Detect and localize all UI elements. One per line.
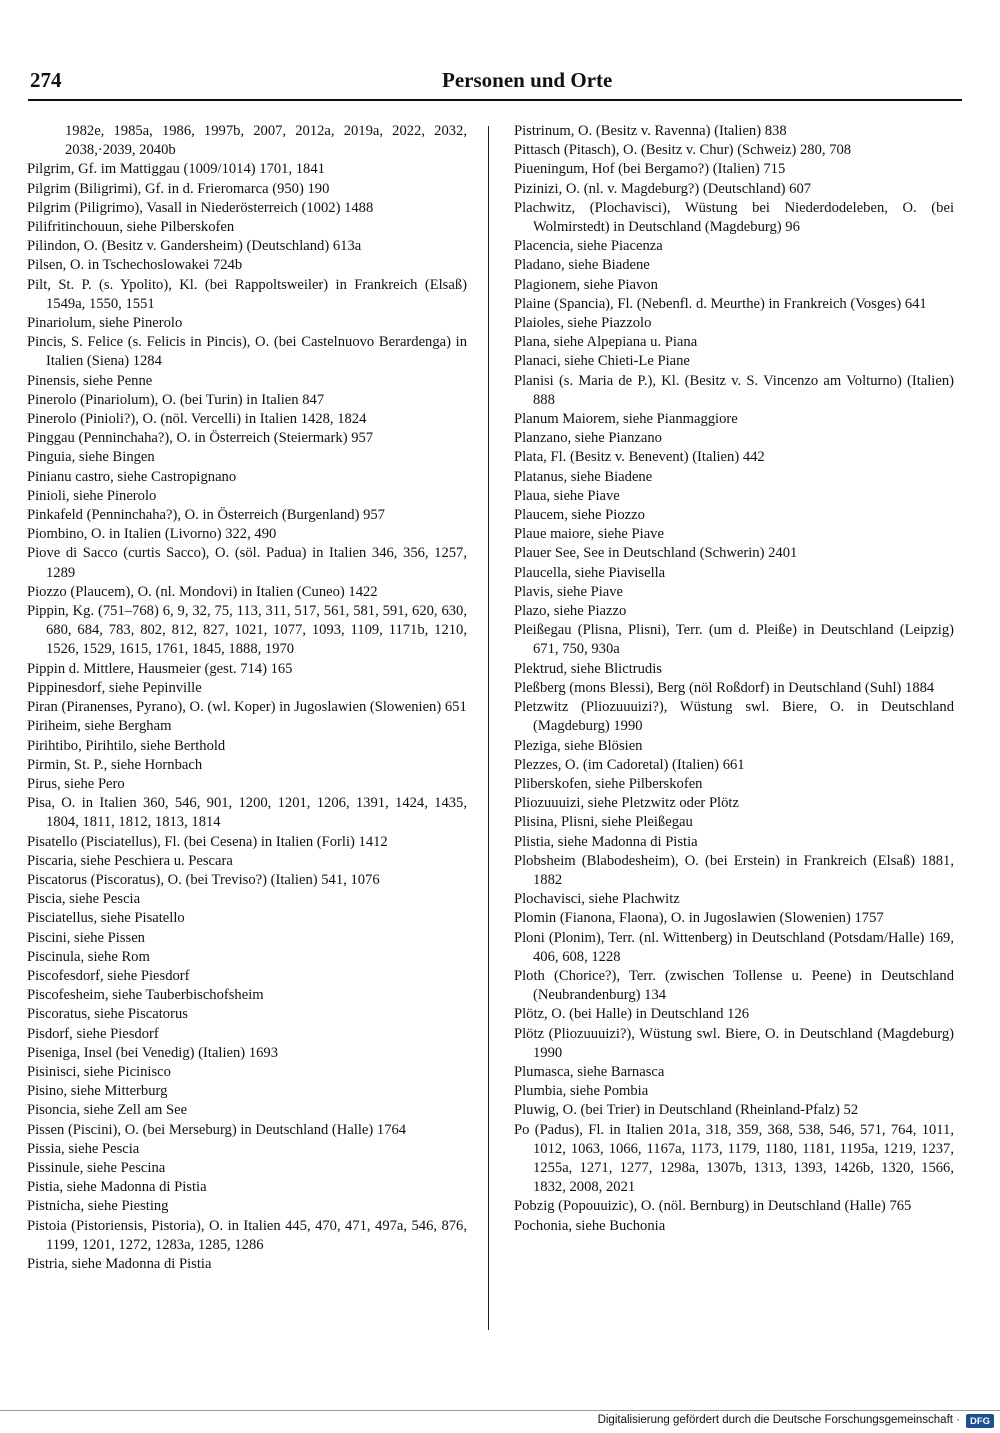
index-entry: Pistrinum, O. (Besitz v. Ravenna) (Italien) 838 — [514, 123, 787, 139]
index-entry: Pincis, S. Felice (s. Felicis in Pincis), O. (bei Castelnuovo Berardenga) in Italien (Siena) 1284 — [27, 334, 467, 370]
index-entry: Pisdorf, siehe Piesdorf — [27, 1025, 159, 1042]
index-column-right — [514, 122, 954, 1236]
index-entry: Pisa, O. in Italien 360, 546, 901, 1200, 1201, 1206, 1391, 1424, 1435, 1804, 1811, 1812, 1813, 1814 — [27, 795, 467, 831]
index-entry: Pinariolum, siehe Pinerolo — [27, 315, 183, 332]
index-entry: Pliozuuuizi, siehe Pletzwitz oder Plötz — [514, 795, 739, 812]
column-divider — [488, 126, 489, 1330]
page-header — [30, 68, 962, 98]
index-entry: Pistnicha, siehe Piesting — [27, 1198, 169, 1215]
index-entry: Pissen (Piscini), O. (bei Merseburg) in Deutschland (Halle) 1764 — [27, 1121, 407, 1138]
index-entry: Pinggau (Penninchaha?), O. in Österreich (Steiermark) 957 — [27, 430, 374, 447]
index-entry: Plazo, siehe Piazzo — [514, 603, 627, 620]
index-entry: Piscoratus, siehe Piscatorus — [27, 1006, 188, 1023]
index-entry: Planzano, siehe Pianzano — [514, 430, 662, 447]
index-entry: Plistia, siehe Madonna di Pistia — [514, 833, 698, 850]
footer-bar — [0, 1410, 1000, 1433]
index-entry: Pinioli, siehe Pinerolo — [27, 487, 157, 504]
index-entry: Po (Padus), Fl. in Italien 201a, 318, 359, 368, 538, 546, 571, 764, 1011, 1012, 1063, 1066, 1167a, 1173, 1179, 1180, 1181, 1195a, 1219, 1237, 1255a, 1271, 1277, 1298a, 1307b, 1313, 1393, 1426b, 1320, 1566, 1832, 2008, 2021 — [514, 1121, 954, 1196]
index-entry: Pletzwitz (Pliozuuuizi?), Wüstung swl. Biere, O. in Deutschland (Magdeburg) 1990 — [514, 699, 954, 735]
index-entry: Placencia, siehe Piacenza — [514, 238, 663, 255]
index-entry: Pilgrim (Piligrimo), Vasall in Niederösterreich (1002) 1488 — [27, 199, 374, 216]
index-entry: Pleßberg (mons Blessi), Berg (nöl Roßdorf) in Deutschland (Suhl) 1884 — [514, 679, 935, 696]
index-entry: Piueningum, Hof (bei Bergamo?) (Italien) 715 — [514, 161, 786, 178]
index-entry: Pilt, St. P. (s. Ypolito), Kl. (bei Rappoltsweiler) in Frankreich (Elsaß) 1549a, 1550, 1551 — [27, 276, 467, 312]
index-entry: Piscia, siehe Pescia — [27, 891, 141, 908]
index-entry: Plisina, Plisni, siehe Pleißegau — [514, 814, 693, 831]
index-entry: Plaue maiore, siehe Piave — [514, 526, 664, 543]
index-entry: Piscinula, siehe Rom — [27, 948, 150, 965]
index-entry: Pisciatellus, siehe Pisatello — [27, 910, 185, 927]
index-entry: Piscaria, siehe Peschiera u. Pescara — [27, 852, 233, 869]
index-entry: Pleziga, siehe Blösien — [514, 737, 643, 754]
index-entry: Pobzig (Popouuizic), O. (nöl. Bernburg) in Deutschland (Halle) 765 — [514, 1198, 912, 1215]
index-entry: Plobsheim (Blabodesheim), O. (bei Erstein) in Frankreich (Elsaß) 1881, 1882 — [514, 852, 954, 888]
index-entry: Piriheim, siehe Bergham — [27, 718, 172, 735]
index-entry: Pizinizi, O. (nl. v. Magdeburg?) (Deutschland) 607 — [514, 180, 812, 197]
index-entry: Pilifritinchouun, siehe Pilberskofen — [27, 219, 235, 236]
index-entry: Piseniga, Insel (bei Venedig) (Italien) 1693 — [27, 1044, 279, 1061]
index-entry: Plumasca, siehe Barnasca — [514, 1063, 665, 1080]
index-entry: Platanus, siehe Biadene — [514, 468, 653, 485]
index-entry: Pippin, Kg. (751–768) 6, 9, 32, 75, 113, 311, 517, 561, 581, 591, 620, 630, 680, 684, 783, 802, 812, 827, 1021, 1077, 1093, 1109, 1171b, 1210, 1526, 1529, 1615, 1761, 1845, 1888, 1970 — [27, 603, 467, 658]
index-entry: Pistoia (Pistoriensis, Pistoria), O. in Italien 445, 470, 471, 497a, 546, 876, 1199, 1201, 1272, 1283a, 1285, 1286 — [27, 1217, 467, 1253]
index-entry: Plumbia, siehe Pombia — [514, 1083, 649, 1100]
index-entry: Plötz (Pliozuuuizi?), Wüstung swl. Biere, O. in Deutschland (Magdeburg) 1990 — [514, 1025, 954, 1061]
index-entry: Pirus, siehe Pero — [27, 775, 125, 792]
index-entry: Piscini, siehe Pissen — [27, 929, 145, 946]
index-entry: Pinerolo (Pinariolum), O. (bei Turin) in Italien 847 — [27, 391, 325, 408]
index-entry: Planisi (s. Maria de P.), Kl. (Besitz v. S. Vincenzo am Volturno) (Italien) 888 — [514, 372, 954, 408]
index-entry: Piscatorus (Piscoratus), O. (bei Treviso?) (Italien) 541, 1076 — [27, 871, 380, 888]
footer-credit: Digitalisierung gefördert durch die Deutsche Forschungsgemeinschaft · — [597, 1414, 960, 1426]
index-entry: Pladano, siehe Biadene — [514, 257, 650, 274]
index-entry: Pinkafeld (Penninchaha?), O. in Österreich (Burgenland) 957 — [27, 507, 385, 524]
index-entry: Pisatello (Pisciatellus), Fl. (bei Cesena) in Italien (Forli) 1412 — [27, 833, 388, 850]
index-entry: Piscofesdorf, siehe Piesdorf — [27, 967, 190, 984]
index-entry: 1982e, 1985a, 1986, 1997b, 2007, 2012a, 2019a, 2022, 2032, 2038,·2039, 2040b — [65, 123, 467, 159]
index-entry: Pilindon, O. (Besitz v. Gandersheim) (Deutschland) 613a — [27, 238, 362, 255]
index-entry: Pirihtibo, Pirihtilo, siehe Berthold — [27, 737, 226, 754]
index-entry: Plezzes, O. (im Cadoretal) (Italien) 661 — [514, 756, 745, 773]
index-entry: Plomin (Fianona, Flaona), O. in Jugoslawien (Slowenien) 1757 — [514, 910, 884, 927]
index-entry: Pliberskofen, siehe Pilberskofen — [514, 775, 703, 792]
index-entry: Plektrud, siehe Blictrudis — [514, 660, 662, 677]
index-entry: Pisoncia, siehe Zell am See — [27, 1102, 188, 1119]
index-entry: Piove di Sacco (curtis Sacco), O. (söl. Padua) in Italien 346, 356, 1257, 1289 — [27, 545, 467, 581]
index-entry: Pilgrim (Biligrimi), Gf. in d. Frieromarca (950) 190 — [27, 180, 330, 197]
index-entry: Pistia, siehe Madonna di Pistia — [27, 1179, 207, 1196]
index-entry: Pinianu castro, siehe Castropignano — [27, 468, 237, 485]
index-entry: Piozzo (Plaucem), O. (nl. Mondovi) in Italien (Cuneo) 1422 — [27, 583, 378, 600]
index-entry: Ploni (Plonim), Terr. (nl. Wittenberg) in Deutschland (Potsdam/Halle) 169, 406, 608, 1228 — [514, 929, 954, 965]
index-entry: Plavis, siehe Piave — [514, 583, 624, 600]
running-title: Personen und Orte — [442, 68, 613, 92]
index-entry: Pinerolo (Pinioli?), O. (nöl. Vercelli) in Italien 1428, 1824 — [27, 411, 367, 428]
index-entry: Pirmin, St. P., siehe Hornbach — [27, 756, 203, 773]
index-entry: Pissinule, siehe Pescina — [27, 1159, 166, 1176]
index-entry: Pilgrim, Gf. im Mattiggau (1009/1014) 1701, 1841 — [27, 161, 325, 178]
index-entry: Pochonia, siehe Buchonia — [514, 1217, 666, 1234]
index-entry: Piscofesheim, siehe Tauberbischofsheim — [27, 987, 264, 1004]
index-entry: Pinguia, siehe Bingen — [27, 449, 155, 466]
index-entry: Plochavisci, siehe Plachwitz — [514, 891, 680, 908]
index-entry: Plauer See, See in Deutschland (Schwerin) 2401 — [514, 545, 798, 562]
index-entry: Plaua, siehe Piave — [514, 487, 620, 504]
index-entry: Plaioles, siehe Piazzolo — [514, 315, 652, 332]
index-entry: Plachwitz, (Plochavisci), Wüstung bei Niederdodeleben, O. (bei Wolmirstedt) in Deutschland (Magdeburg) 96 — [514, 199, 954, 236]
index-entry: Ploth (Chorice?), Terr. (zwischen Tollense u. Peene) in Deutschland (Neubrandenburg) 134 — [514, 967, 954, 1004]
index-entry: Pissia, siehe Pescia — [27, 1140, 140, 1157]
index-entry: Plaine (Spancia), Fl. (Nebenfl. d. Meurthe) in Frankreich (Vosges) 641 — [514, 295, 927, 312]
index-entry: Plagionem, siehe Piavon — [514, 276, 658, 293]
index-entry: Pinensis, siehe Penne — [27, 372, 153, 389]
index-entry: Piran (Piranenses, Pyrano), O. (wl. Koper) in Jugoslawien (Slowenien) 651 — [27, 699, 467, 716]
index-entry: Plaucem, siehe Piozzo — [514, 507, 645, 524]
index-entry: Pleißegau (Plisna, Plisni), Terr. (um d. Pleiße) in Deutschland (Leipzig) 671, 750, 930a — [514, 622, 954, 658]
index-column-left — [27, 122, 467, 1274]
index-entry: Planaci, siehe Chieti-Le Piane — [514, 353, 690, 370]
index-entry: Plata, Fl. (Besitz v. Benevent) (Italien) 442 — [514, 449, 765, 466]
index-entry: Plana, siehe Alpepiana u. Piana — [514, 334, 698, 351]
dfg-logo-icon: DFG — [966, 1414, 994, 1428]
footer-rule — [0, 1410, 1000, 1411]
index-entry: Pilsen, O. in Tschechoslowakei 724b — [27, 257, 243, 274]
index-entry: Planum Maiorem, siehe Pianmaggiore — [514, 411, 738, 428]
index-entry: Pisino, siehe Mitterburg — [27, 1083, 168, 1100]
index-entry: Pistria, siehe Madonna di Pistia — [27, 1255, 212, 1272]
index-entry: Plaucella, siehe Piavisella — [514, 564, 666, 581]
index-entry: Pippin d. Mittlere, Hausmeier (gest. 714) 165 — [27, 660, 293, 677]
index-entry: Pisinisci, siehe Picinisco — [27, 1063, 171, 1080]
header-rule — [28, 99, 962, 101]
index-entry: Piombino, O. in Italien (Livorno) 322, 490 — [27, 526, 277, 543]
index-entry: Plötz, O. (bei Halle) in Deutschland 126 — [514, 1006, 750, 1023]
index-entry: Pippinesdorf, siehe Pepinville — [27, 679, 202, 696]
index-entry: Pluwig, O. (bei Trier) in Deutschland (Rheinland-Pfalz) 52 — [514, 1102, 859, 1119]
index-entry: Pittasch (Pitasch), O. (Besitz v. Chur) (Schweiz) 280, 708 — [514, 142, 852, 159]
page-number: 274 — [30, 68, 62, 92]
